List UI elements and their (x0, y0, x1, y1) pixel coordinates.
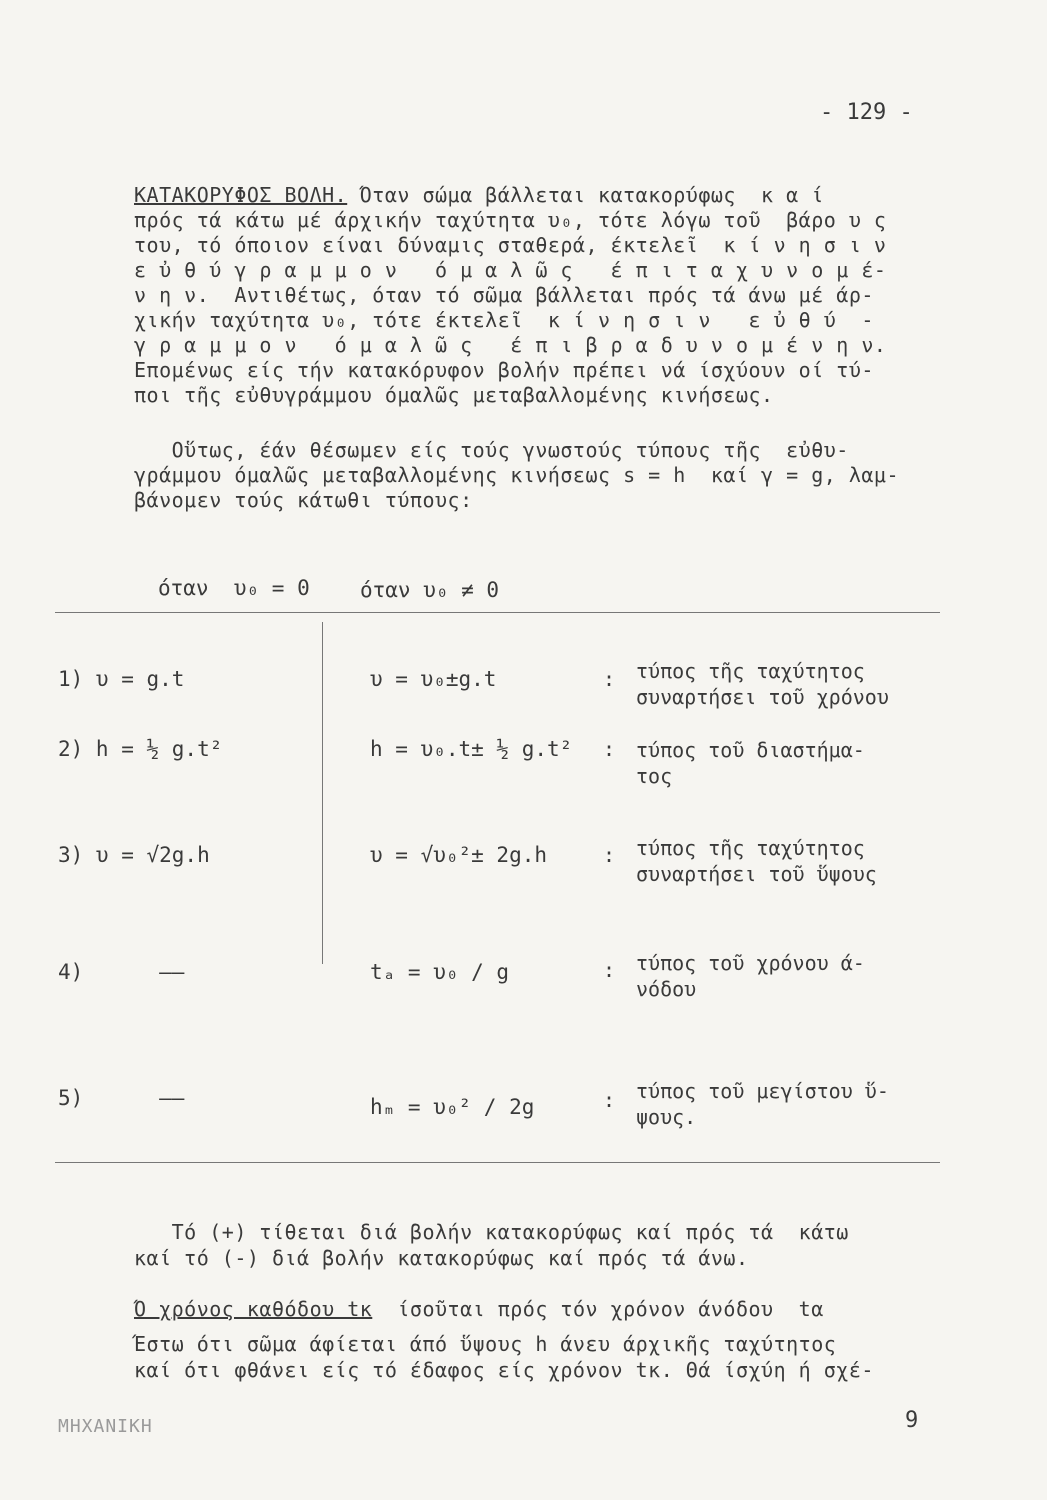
paragraph-1-line-1: ΚΑΤΑΚΟΡΥΦΟΣ ΒΟΛΗ. Όταν σώμα βάλλεται κατακορύφως κ α ί (134, 183, 824, 207)
section-heading: ΚΑΤΑΚΟΡΥΦΟΣ ΒΟΛΗ. (134, 183, 348, 207)
paragraph-2-line: βάνομεν τούς κάτωθι τύπους: (134, 488, 473, 512)
formula-description-5: τύπος τοῦ μεγίστου ὕ- ψους. (636, 1079, 889, 1129)
footer-signature-number: 9 (905, 1408, 919, 1433)
formula-description-1: τύπος τῆς ταχύτητος συναρτήσει τοῦ χρόνου (636, 659, 889, 709)
paragraph-1-line: χικήν ταχύτητα υ₀, τότε έκτελεῖ κ ί ν η σ ι ν ε ὐ θ ύ - (134, 308, 874, 332)
paragraph-4-line: καί ότι φθάνει είς τό έδαφος είς χρόνον tκ. Θά ίσχύη ή σχέ- (134, 1358, 874, 1382)
formula-right-3: υ = √υ₀²± 2g.h (370, 843, 548, 867)
formula-colon: : (603, 843, 616, 867)
paragraph-1-line: του, τό όποιον είναι δύναμις σταθερά, έκτελεῖ κ ί ν η σ ι ν (134, 233, 887, 257)
formula-description-3: τύπος τῆς ταχύτητος συναρτήσει τοῦ ὕψους (636, 836, 877, 886)
footer-book-title: ΜΗΧΑΝΙΚΗ (58, 1416, 153, 1437)
table-column-divider (322, 622, 323, 964)
paragraph-3-line: καί τό (-) διά βολήν κατακορύφως καί πρός τά άνω. (134, 1246, 749, 1270)
paragraph-1-line: Επομένως είς τήν κατακόρυφον βολήν πρέπει νά ίσχύουν οί τύ- (134, 358, 874, 382)
paragraph-1-line: πρός τά κάτω μέ άρχικήν ταχύτητα υ₀, τότε λόγω τοῦ βάρο υ ς (134, 208, 887, 232)
table-header-col2: όταν υ₀ ≠ 0 (360, 578, 500, 602)
formula-right-1: υ = υ₀±g.t (370, 667, 497, 691)
formula-colon: : (603, 1088, 616, 1112)
paragraph-1-line: ν η ν. Αντιθέτως, όταν τό σῶμα βάλλεται πρός τά άνω μέ άρ- (134, 283, 874, 307)
formula-left-4: 4) —— (58, 960, 185, 984)
paragraph-1-line: γ ρ α μ μ ο ν ό μ α λ ῶ ς έ π ι β ρ α δ υ ν ο μ έ ν η ν. (134, 333, 887, 357)
formula-colon: : (603, 737, 616, 761)
paragraph-4-line: Έστω ότι σῶμα άφίεται άπό ὕψους h άνευ άρχικῆς ταχύτητος (134, 1332, 837, 1356)
formula-description-2: τύπος τοῦ διαστήμα- τος (636, 738, 865, 788)
formula-colon: : (603, 667, 616, 691)
table-bottom-rule (55, 1162, 940, 1163)
paragraph-1-line: ε ὐ θ ύ γ ρ α μ μ ο ν ό μ α λ ῶ ς έ π ι τ α χ υ ν ο μ έ- (134, 258, 887, 282)
paragraph-4-line-1: Ό χρόνος καθόδου tκ ίσοῦται πρός τόν χρόνον άνόδου tα (134, 1297, 824, 1321)
formula-colon: : (603, 958, 616, 982)
formula-left-5: 5) —— (58, 1086, 185, 1110)
table-header-col1: όταν υ₀ = 0 (158, 576, 310, 600)
formula-right-2: h = υ₀.t± ½ g.t² (370, 737, 573, 761)
formula-right-5: hₘ = υ₀² / 2g (370, 1095, 535, 1119)
paragraph-1-line: ποι τῆς εὐθυγράμμου όμαλῶς μεταβαλλομένης κινήσεως. (134, 383, 774, 407)
page-number: - 129 - (820, 100, 913, 125)
paragraph-2-line: γράμμου όμαλῶς μεταβαλλομένης κινήσεως s = h καί γ = g, λαμ- (134, 463, 900, 487)
formula-left-3: 3) υ = √2g.h (58, 843, 210, 867)
subheading: Ό χρόνος καθόδου tκ (134, 1297, 373, 1321)
formula-left-1: 1) υ = g.t (58, 667, 185, 691)
table-top-rule (55, 612, 940, 613)
formula-left-2: 2) h = ½ g.t² (58, 737, 223, 761)
formula-right-4: tₐ = υ₀ / g (370, 960, 510, 984)
paragraph-2-line: Οὕτως, έάν θέσωμεν είς τούς γνωστούς τύπους τῆς εὐθυ- (134, 438, 849, 462)
paragraph-3-line: Τό (+) τίθεται διά βολήν κατακορύφως καί πρός τά κάτω (134, 1220, 849, 1244)
formula-description-4: τύπος τοῦ χρόνου ά- νόδου (636, 951, 865, 1001)
